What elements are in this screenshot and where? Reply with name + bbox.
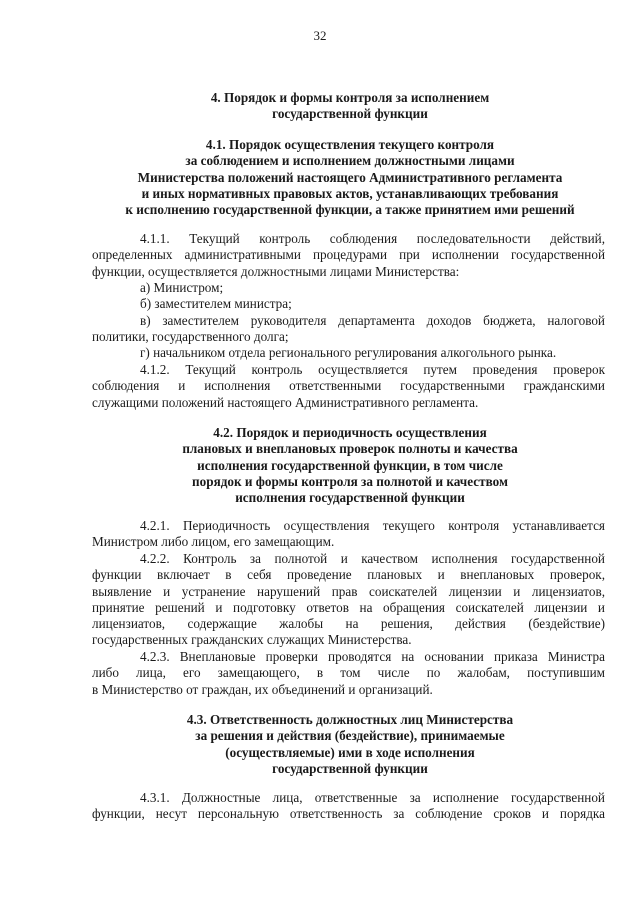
text-line: 4.2.3. Внеплановые проверки проводятся на основании приказа Министра xyxy=(140,649,605,664)
subsection-4-1-heading xyxy=(90,137,610,218)
heading-line: и иных нормативных правовых актов, устанавливающих требования xyxy=(141,185,559,201)
heading-line: 4.3. Ответственность должностных лиц Министерства xyxy=(186,712,514,727)
heading-line: исполнения государственной функции xyxy=(235,490,465,506)
heading-line: к исполнению государственной функции, а также принятием ими решений xyxy=(125,202,575,218)
text-line: лицензиатов, содержащие жалобы на решения, действия (бездействие) xyxy=(92,616,605,632)
text-line: служащими положений настоящего Административного регламента. xyxy=(92,394,479,410)
text-line: государственных гражданских служащих Министерства. xyxy=(92,632,412,648)
page-number: 32 xyxy=(313,28,327,43)
text-line: 4.1.2. Текущий контроль осуществляется путем проведения проверок xyxy=(140,362,605,377)
list-item: а) Министром; xyxy=(140,280,224,295)
text-line: функции, несут персональную ответственность за соблюдение сроков и порядка xyxy=(92,806,605,822)
list-item: б) заместителем министра; xyxy=(140,296,292,311)
heading-line: 4.2. Порядок и периодичность осуществления xyxy=(213,425,487,440)
section-4-heading xyxy=(90,90,610,123)
text-line: в Министерство от граждан, их объединений и организаций. xyxy=(92,681,433,697)
paragraph-4-2-3 xyxy=(92,649,605,698)
paragraph-4-2-1 xyxy=(92,518,605,551)
heading-line: государственной функции xyxy=(272,106,428,122)
heading-line: (осуществляемые) ими в ходе исполнения xyxy=(225,744,475,760)
paragraph-4-1-1 xyxy=(92,231,605,280)
text-line: определенных административными процедурами при исполнении государственной xyxy=(92,247,605,263)
heading-line: исполнения государственной функции, в том числе xyxy=(197,457,503,473)
text-line: принятие решений и подготовку ответов на обращения соискателей лицензии и xyxy=(92,599,605,615)
text-line: 4.2.2. Контроль за полнотой и качеством исполнения государственной xyxy=(140,551,605,566)
text-line: выявление и устранение нарушений прав соискателей лицензии и лицензиатов, xyxy=(92,583,605,599)
text-line: Министром либо лицом, его замещающим. xyxy=(92,534,335,550)
text-line: либо лица, его замещающего, в том числе по жалобам, поступившим xyxy=(92,665,605,681)
heading-line: плановых и внеплановых проверок полноты и качества xyxy=(182,441,518,457)
heading-line: Министерства положений настоящего Административного регламента xyxy=(137,169,563,185)
heading-line: порядок и формы контроля за полнотой и качеством xyxy=(192,473,508,489)
text-line: соблюдения и исполнения ответственными государственными гражданскими xyxy=(92,378,605,394)
text-line: 4.1.1. Текущий контроль соблюдения последовательности действий, xyxy=(140,231,605,246)
list-item: г) начальником отдела регионального регулирования алкогольного рынка. xyxy=(140,345,557,360)
text-line: функции, осуществляется должностными лицами Министерства: xyxy=(92,263,460,279)
heading-line: за соблюдением и исполнением должностными лицами xyxy=(185,153,515,169)
text-line: в) заместителем руководителя департамента доходов бюджета, налоговой xyxy=(140,313,605,328)
list-item xyxy=(92,313,605,346)
paragraph-4-1-2 xyxy=(92,362,605,411)
text-line: функции включает в себя проведение плановых и внеплановых проверок, xyxy=(92,567,605,583)
heading-line: 4.1. Порядок осуществления текущего контроля xyxy=(205,137,495,152)
heading-line: государственной функции xyxy=(272,760,428,776)
subsection-4-2-heading xyxy=(90,425,610,506)
paragraph-4-2-2 xyxy=(92,551,605,649)
text-line: политики, государственного долга; xyxy=(92,329,289,345)
heading-line: 4. Порядок и формы контроля за исполнением xyxy=(210,90,490,105)
heading-line: за решения и действия (бездействие), принимаемые xyxy=(195,728,505,744)
text-line: 4.2.1. Периодичность осуществления текущего контроля устанавливается xyxy=(140,518,605,533)
subsection-4-3-heading xyxy=(90,712,610,777)
text-line: 4.3.1. Должностные лица, ответственные за исполнение государственной xyxy=(140,790,605,805)
paragraph-4-3-1 xyxy=(92,790,605,823)
